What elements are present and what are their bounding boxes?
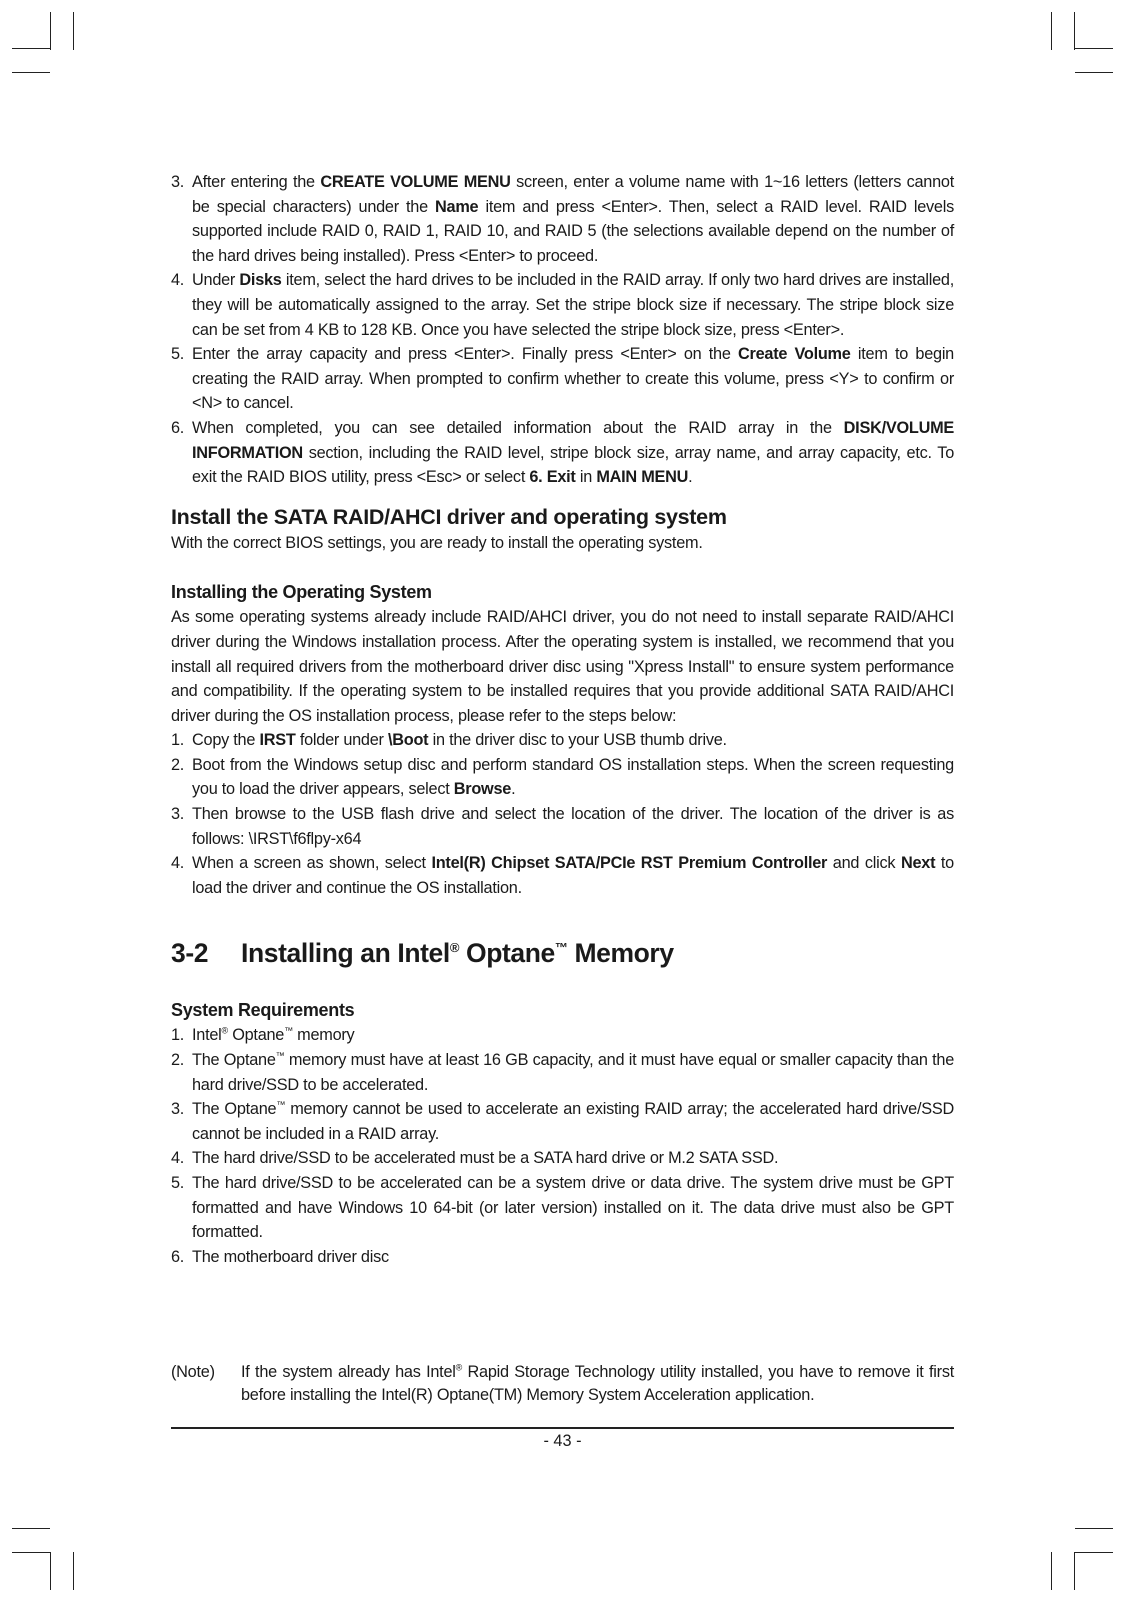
- system-requirements-heading: System Requirements: [171, 1000, 355, 1021]
- list-item-number: 5.: [171, 345, 185, 364]
- list-item: [171, 1048, 954, 1097]
- note-text: If the system already has Intel® Rapid Storage Technology utility installed, you have to remove it first before installing the Intel(R) Optane(TM) Memory System Acceleration application.: [241, 1362, 954, 1404]
- list-item-text: The hard drive/SSD to be accelerated must be a SATA hard drive or M.2 SATA SSD.: [192, 1149, 779, 1168]
- list-item-number: 1.: [171, 731, 185, 750]
- list-item-text: Then browse to the USB flash drive and select the location of the driver. The location of the driver is as follows: \IRST\f6flpy-x64: [192, 805, 954, 848]
- list-item-number: 6.: [171, 418, 185, 437]
- crop-mark: [1051, 1552, 1052, 1590]
- list-item-text: Under Disks item, select the hard drives to be included in the RAID array. If only two hard drives are installed, they will be automatically assigned to the array. Set the stripe block size if necessary. The stripe block size can be set from 4 KB to 128 KB. Once you have selected the stripe block size, press <Enter>.: [192, 271, 954, 339]
- driver-steps-list: [171, 728, 954, 900]
- list-item-text: Copy the IRST folder under \Boot in the driver disc to your USB thumb drive.: [192, 731, 727, 750]
- section-title: Installing an Intel® Optane™ Memory: [241, 938, 674, 969]
- crop-mark: [1075, 72, 1113, 73]
- crop-mark: [1075, 48, 1113, 49]
- crop-mark: [1075, 1552, 1113, 1553]
- section-number: 3-2: [171, 938, 209, 969]
- list-item: [171, 728, 954, 753]
- list-item-text: The hard drive/SSD to be accelerated can be a system drive or data drive. The system drive must be GPT formatted and have Windows 10 64-bit (or later version) installed on it. The data drive must also be GPT formatted.: [192, 1174, 954, 1242]
- crop-mark: [73, 12, 74, 50]
- list-item-text: Enter the array capacity and press <Enter>. Finally press <Enter> on the Create Volume item to begin creating the RAID array. When prompted to confirm whether to create this volume, press <Y> to confirm or <N> to cancel.: [192, 345, 954, 413]
- crop-mark: [1075, 1528, 1113, 1529]
- list-item-text: The Optane™ memory cannot be used to accelerate an existing RAID array; the accelerated hard drive/SSD cannot be included in a RAID array.: [192, 1099, 954, 1143]
- crop-mark: [12, 1552, 50, 1553]
- install-intro-text: With the correct BIOS settings, you are ready to install the operating system.: [171, 533, 703, 552]
- page-content: [171, 170, 954, 1269]
- list-item: [171, 170, 954, 268]
- list-item: [171, 802, 954, 851]
- list-item-number: 4.: [171, 854, 185, 873]
- list-item: [171, 268, 954, 342]
- list-item-text: Intel® Optane™ memory: [192, 1026, 355, 1045]
- list-item: [171, 1245, 954, 1270]
- list-item-number: 3.: [171, 173, 185, 191]
- crop-mark: [12, 48, 50, 49]
- list-item-number: 1.: [171, 1026, 185, 1045]
- list-item: [171, 416, 954, 490]
- list-item-text: The motherboard driver disc: [192, 1247, 389, 1266]
- list-item-text: Boot from the Windows setup disc and perform standard OS installation steps. When the screen requesting you to load the driver appears, select Browse.: [192, 755, 954, 799]
- note-label: (Note): [171, 1363, 215, 1381]
- installing-os-heading: Installing the Operating System: [171, 582, 432, 603]
- crop-mark: [12, 1528, 50, 1529]
- list-item-number: 5.: [171, 1174, 185, 1192]
- list-item: [171, 753, 954, 802]
- list-item: [171, 1023, 954, 1048]
- list-item-text: After entering the CREATE VOLUME MENU screen, enter a volume name with 1~16 letters (letters cannot be special characters) under the Name item and press <Enter>. Then, select a RAID level. RAID levels supported include RAID 0, RAID 1, RAID 10, and RAID 5 (the selections available depend on the number of the hard drives being installed). Press <Enter> to proceed.: [192, 173, 954, 265]
- list-item-number: 4.: [171, 271, 185, 290]
- install-driver-heading: Install the SATA RAID/AHCI driver and operating system: [171, 504, 727, 529]
- list-item-number: 6.: [171, 1247, 185, 1266]
- crop-mark: [12, 72, 50, 73]
- list-item: [171, 1146, 954, 1171]
- list-item-number: 4.: [171, 1149, 185, 1168]
- list-item-text: The Optane™ memory must have at least 16 GB capacity, and it must have equal or smaller capacity than the hard drive/SSD to be accelerated.: [192, 1050, 954, 1094]
- list-item-number: 2.: [171, 1051, 185, 1070]
- crop-mark: [1074, 1552, 1075, 1590]
- list-item-text: When completed, you can see detailed information about the RAID array in the DISK/VOLUME INFORMATION section, including the RAID level, stripe block size, array name, and array capacity, etc. To exit the RAID BIOS utility, press <Esc> or select 6. Exit in MAIN MENU.: [192, 418, 954, 487]
- list-item-number: 3.: [171, 1100, 185, 1119]
- crop-mark: [73, 1552, 74, 1590]
- section-heading: [171, 936, 954, 970]
- list-item-text: When a screen as shown, select Intel(R) Chipset SATA/PCIe RST Premium Controller and click Next to load the driver and continue the OS installation.: [192, 854, 954, 897]
- list-item: [171, 1171, 954, 1245]
- raid-steps-list: [171, 170, 954, 490]
- list-item: [171, 851, 954, 900]
- page-number: - 43 -: [543, 1432, 582, 1450]
- list-item-number: 3.: [171, 805, 185, 824]
- requirements-list: [171, 1023, 954, 1269]
- list-item-number: 2.: [171, 755, 185, 774]
- crop-mark: [50, 1552, 51, 1590]
- note-block: [171, 1361, 954, 1407]
- crop-mark: [50, 12, 51, 50]
- crop-mark: [1051, 12, 1052, 50]
- installing-os-paragraph: As some operating systems already include RAID/AHCI driver, you do not need to install separate RAID/AHCI driver during the Windows installation process. After the operating system is installed, we recommend that you install all required drivers from the motherboard driver disc using "Xpress Install" to ensure system performance and compatibility. If the operating system to be installed requires that you provide additional SATA RAID/AHCI driver during the OS installation process, please refer to the steps below:: [171, 608, 954, 725]
- crop-mark: [1074, 12, 1075, 50]
- list-item: [171, 342, 954, 416]
- footer-rule: [171, 1427, 954, 1429]
- list-item: [171, 1097, 954, 1146]
